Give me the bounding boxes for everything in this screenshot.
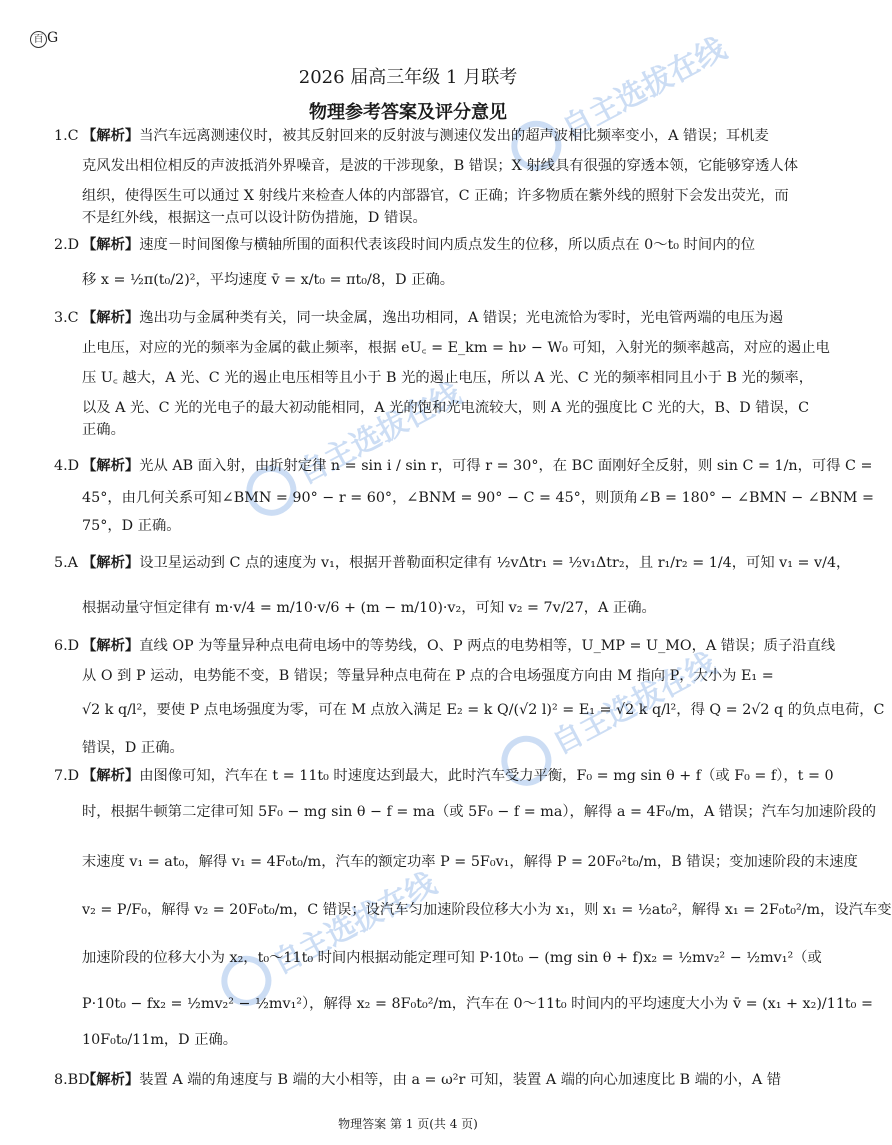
question-number: 1.C — [54, 128, 79, 144]
question-number: 3.C — [54, 310, 79, 326]
answer-line: 止电压，对应的光的频率为金属的截止频率，根据 eU꜀ = E_km = hν − W₀ 可知，入射光的频率越高，对应的遏止电 — [82, 340, 830, 356]
question-number: 7.D — [54, 768, 80, 784]
watermark-text: 自主选拔在线 — [291, 376, 468, 492]
answer-line: 45°，由几何关系可知∠BMN = 90° − r = 60°，∠BNM = 90° − C = 45°，则顶角∠B = 180° − ∠BMN − ∠BNM = — [82, 490, 874, 506]
page-footer: 物理答案 第 1 页(共 4 页) — [338, 1117, 478, 1131]
page-title: 2026 届高三年级 1 月联考 — [298, 67, 518, 88]
analysis-tag: 【解析】 — [82, 458, 140, 474]
answer-line: √2 k q/l²，要使 P 点电场强度为零，可在 M 点放入满足 E₂ = k Q/(√2 l)² = E₁ = √2 k q/l²，得 Q = 2√2 q 的负点电荷，C — [82, 702, 885, 718]
answer-line: 克风发出相位相反的声波抵消外界噪音，是波的干涉现象，B 错误；X 射线具有很强的穿透本领，它能够穿透人体 — [82, 158, 799, 174]
watermark — [490, 10, 750, 170]
page-subtitle: 物理参考答案及评分意见 — [309, 102, 507, 123]
answer-line: 时，根据牛顿第二定律可知 5F₀ − mg sin θ − f = ma（或 5F₀ − f = ma），解得 a = 4F₀/m，A 错误；汽车匀加速阶段的 — [82, 804, 877, 820]
answer-line: 末速度 v₁ = at₀，解得 v₁ = 4F₀t₀/m，汽车的额定功率 P = 5F₀v₁，解得 P = 20F₀²t₀/m，B 错误；变加速阶段的末速度 — [82, 854, 858, 870]
publisher-logo — [30, 30, 58, 48]
answer-line: 从 O 到 P 运动，电势能不变，B 错误；等量异种点电荷在 P 点的合电场强度方向由 M 指向 P，大小为 E₁ = — [82, 668, 774, 684]
answer-line: 10F₀t₀/11m，D 正确。 — [82, 1032, 238, 1048]
logo-letter: G — [47, 30, 59, 46]
answer-line: 【解析】速度－时间图像与横轴所围的面积代表该段时间内质点发生的位移，所以质点在 0～t₀ 时间内的位 — [82, 237, 756, 253]
answer-line: 错误，D 正确。 — [82, 740, 184, 756]
watermark-text: 自主选拔在线 — [266, 866, 443, 982]
analysis-tag: 【解析】 — [82, 128, 140, 144]
question-number: 2.D — [54, 237, 80, 253]
analysis-tag: 【解析】 — [82, 310, 140, 326]
answer-line: 根据动量守恒定律有 m·v/4 = m/10·v/6 + (m − m/10)·v₂，可知 v₂ = 7v/27，A 正确。 — [82, 600, 656, 616]
answer-line: 【解析】逸出功与金属种类有关，同一块金属，逸出功相同，A 错误；光电流恰为零时，光电管两端的电压为遏 — [82, 310, 784, 326]
watermark-text: 自主选拔在线 — [546, 646, 723, 762]
answer-line: 【解析】直线 OP 为等量异种点电荷电场中的等势线，O、P 两点的电势相等，U_MP = U_MO，A 错误；质子沿直线 — [82, 638, 836, 654]
answer-line: 组织，使得医生可以通过 X 射线片来检查人体的内部器官，C 正确；许多物质在紫外线的照射下会发出荧光，而 — [82, 188, 789, 204]
answer-line: 加速阶段的位移大小为 x₂，t₀～11t₀ 时间内根据动能定理可知 P·10t₀ − (mg sin θ + f)x₂ = ½mv₂² − ½mv₁²（或 — [82, 950, 822, 966]
answer-line: P·10t₀ − fx₂ = ½mv₂² − ½mv₁²），解得 x₂ = 8F₀t₀²/m，汽车在 0～11t₀ 时间内的平均速度大小为 v̄ = (x₁ + x₂)/11t₀ = — [82, 996, 873, 1012]
answer-line: 【解析】设卫星运动到 C 点的速度为 v₁，根据开普勒面积定律有 ½vΔtr₁ = ½v₁Δtr₂，且 r₁/r₂ = 1/4，可知 v₁ = v/4， — [82, 555, 851, 571]
analysis-tag: 【解析】 — [82, 768, 140, 784]
question-number: 6.D — [54, 638, 80, 654]
answer-line: 【解析】由图像可知，汽车在 t = 11t₀ 时速度达到最大，此时汽车受力平衡，F₀ = mg sin θ + f（或 F₀ = f），t = 0 — [82, 768, 834, 784]
analysis-tag: 【解析】 — [82, 555, 140, 571]
question-number: 5.A — [54, 555, 78, 571]
watermark-text: 自主选拔在线 — [556, 31, 733, 147]
answer-line: 不是红外线，根据这一点可以设计防伪措施，D 错误。 — [82, 210, 427, 226]
question-number: 8.BD — [54, 1072, 90, 1088]
analysis-tag: 【解析】 — [82, 1072, 140, 1088]
answer-line: 压 U꜀ 越大，A 光、C 光的遏止电压相等且小于 B 光的遏止电压，所以 A 光、C 光的频率相同且小于 B 光的频率， — [82, 370, 813, 386]
answer-line: 正确。 — [82, 422, 125, 438]
answer-line: v₂ = P/F₀，解得 v₂ = 20F₀t₀/m，C 错误；设汽车匀加速阶段位移大小为 x₁，则 x₁ = ½at₀²，解得 x₁ = 2F₀t₀²/m，设汽车变 — [82, 902, 892, 918]
analysis-tag: 【解析】 — [82, 237, 140, 253]
answer-line: 移 x = ½π(t₀/2)²，平均速度 v̄ = x/t₀ = πt₀/8，D 正确。 — [82, 272, 455, 288]
answer-line: 以及 A 光、C 光的光电子的最大初动能相同，A 光的饱和光电流较大，则 A 光的强度比 C 光的大，B、D 错误，C — [82, 400, 810, 416]
question-number: 4.D — [54, 458, 80, 474]
answer-line: 【解析】装置 A 端的角速度与 B 端的大小相等，由 a = ω²r 可知，装置 A 端的向心加速度比 B 端的小，A 错 — [82, 1072, 782, 1088]
answer-line: 75°，D 正确。 — [82, 518, 181, 534]
answer-line: 【解析】当汽车远离测速仪时，被其反射回来的反射波与测速仪发出的超声波相比频率变小，A 错误；耳机麦 — [82, 128, 769, 144]
analysis-tag: 【解析】 — [82, 638, 140, 654]
answer-line: 【解析】光从 AB 面入射，由折射定律 n = sin i / sin r，可得 r = 30°，在 BC 面刚好全反射，则 sin C = 1/n，可得 C = — [82, 458, 873, 474]
logo-circle-glyph: 百 — [30, 31, 47, 48]
